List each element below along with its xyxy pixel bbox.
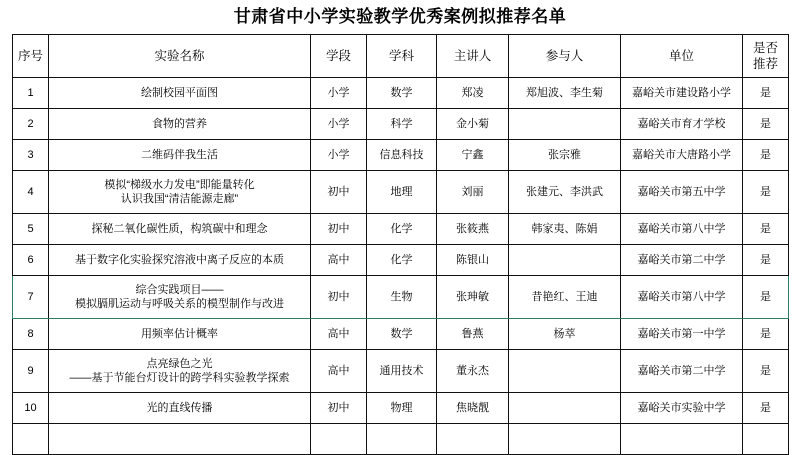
cell-seq: 5 <box>13 214 49 245</box>
cell-unit: 嘉峪关市第一中学 <box>621 319 743 350</box>
cell-speaker: 金小菊 <box>437 109 509 140</box>
table-row <box>13 393 789 424</box>
header-recommend <box>743 35 789 78</box>
cell-name-line2: 认识我国“清洁能源走廊” <box>120 193 239 206</box>
cell-name-line1: 绘制校园平面图 <box>141 86 218 99</box>
cell-recommend: 是 <box>743 319 789 350</box>
cell-unit: 嘉峪关市建设路小学 <box>621 78 743 109</box>
cell-unit <box>621 424 743 455</box>
cell-name <box>49 393 311 424</box>
cell-name <box>49 424 311 455</box>
cell-unit: 嘉峪关市大唐路小学 <box>621 140 743 171</box>
cell-stage: 小学 <box>311 78 367 109</box>
cell-recommend <box>743 424 789 455</box>
cell-recommend: 是 <box>743 245 789 276</box>
table-row <box>13 319 789 350</box>
cell-speaker: 焦晓靓 <box>437 393 509 424</box>
cell-participants <box>509 109 621 140</box>
table-row <box>13 424 789 455</box>
table-row <box>13 245 789 276</box>
cell-stage: 初中 <box>311 393 367 424</box>
cell-recommend: 是 <box>743 140 789 171</box>
cell-seq: 2 <box>13 109 49 140</box>
cell-recommend: 是 <box>743 109 789 140</box>
table-row <box>13 350 789 393</box>
cell-name <box>49 140 311 171</box>
cell-participants: 杨萃 <box>509 319 621 350</box>
cell-seq: 10 <box>13 393 49 424</box>
table-row <box>13 171 789 214</box>
header-recommend-line1: 是否 <box>752 40 778 55</box>
cell-unit: 嘉峪关市第五中学 <box>621 171 743 214</box>
cell-name-line1: 基于数字化实验探究溶液中离子反应的本质 <box>75 253 284 266</box>
table-row <box>13 276 789 319</box>
cell-seq: 9 <box>13 350 49 393</box>
cell-name-line1: 食物的营养 <box>152 117 207 130</box>
header-participants: 参与人 <box>509 35 621 78</box>
table-header <box>13 35 789 78</box>
cell-stage: 小学 <box>311 109 367 140</box>
cell-subject: 信息科技 <box>367 140 437 171</box>
cell-unit: 嘉峪关市第二中学 <box>621 350 743 393</box>
header-seq: 序号 <box>13 35 49 78</box>
cell-unit: 嘉峪关市第八中学 <box>621 214 743 245</box>
cell-unit: 嘉峪关市实验中学 <box>621 393 743 424</box>
cell-name <box>49 319 311 350</box>
cell-unit: 嘉峪关市第八中学 <box>621 276 743 319</box>
cell-name <box>49 214 311 245</box>
header-speaker: 主讲人 <box>437 35 509 78</box>
cell-name-line1: 探秘二氧化碳性质，构筑碳中和理念 <box>91 222 268 235</box>
cell-name <box>49 276 311 319</box>
header-subject: 学科 <box>367 35 437 78</box>
cell-name-line2: 模拟膈肌运动与呼吸关系的模型制作与改进 <box>75 298 284 311</box>
cell-stage: 高中 <box>311 245 367 276</box>
cell-name <box>49 78 311 109</box>
cell-stage: 小学 <box>311 140 367 171</box>
cell-stage: 初中 <box>311 276 367 319</box>
page-title: 甘肃省中小学实验教学优秀案例拟推荐名单 <box>233 7 567 26</box>
cell-speaker: 董永杰 <box>437 350 509 393</box>
cell-participants: 张建元、李洪武 <box>509 171 621 214</box>
cell-subject: 生物 <box>367 276 437 319</box>
table-body <box>13 78 789 455</box>
cell-stage: 高中 <box>311 319 367 350</box>
cell-stage: 初中 <box>311 214 367 245</box>
header-name: 实验名称 <box>49 35 311 78</box>
cell-subject: 数学 <box>367 78 437 109</box>
cell-name-line1: 模拟“梯级水力发电”即能量转化 <box>104 178 255 191</box>
header-unit: 单位 <box>621 35 743 78</box>
cell-name <box>49 245 311 276</box>
cell-seq <box>13 424 49 455</box>
cell-participants: 昔艳红、王迪 <box>509 276 621 319</box>
cell-seq: 7 <box>13 276 49 319</box>
cell-recommend: 是 <box>743 393 789 424</box>
cell-speaker <box>437 424 509 455</box>
cell-subject <box>367 424 437 455</box>
cell-seq: 1 <box>13 78 49 109</box>
table-row <box>13 140 789 171</box>
cell-subject: 数学 <box>367 319 437 350</box>
header-stage: 学段 <box>311 35 367 78</box>
cell-participants: 郑旭波、李生菊 <box>509 78 621 109</box>
cell-participants: 张宗雅 <box>509 140 621 171</box>
recommendation-table <box>12 34 789 455</box>
cell-unit: 嘉峪关市育才学校 <box>621 109 743 140</box>
cell-seq: 6 <box>13 245 49 276</box>
cell-speaker: 宁鑫 <box>437 140 509 171</box>
cell-recommend: 是 <box>743 350 789 393</box>
cell-recommend: 是 <box>743 171 789 214</box>
table-row <box>13 78 789 109</box>
cell-name-line1: 二维码伴我生活 <box>141 148 218 161</box>
cell-participants <box>509 393 621 424</box>
cell-stage: 高中 <box>311 350 367 393</box>
cell-seq: 4 <box>13 171 49 214</box>
cell-participants <box>509 245 621 276</box>
table-header-row <box>13 35 789 78</box>
cell-name-line1: 光的直线传播 <box>146 401 213 414</box>
cell-recommend: 是 <box>743 78 789 109</box>
cell-subject: 化学 <box>367 245 437 276</box>
cell-seq: 3 <box>13 140 49 171</box>
cell-stage: 初中 <box>311 171 367 214</box>
cell-name-line1: 点亮绿色之光 <box>146 357 213 370</box>
cell-participants <box>509 424 621 455</box>
cell-participants <box>509 350 621 393</box>
cell-speaker: 陈银山 <box>437 245 509 276</box>
cell-speaker: 张筱燕 <box>437 214 509 245</box>
table-row <box>13 214 789 245</box>
cell-subject: 化学 <box>367 214 437 245</box>
cell-participants: 韩家夷、陈娟 <box>509 214 621 245</box>
cell-speaker: 鲁燕 <box>437 319 509 350</box>
cell-stage <box>311 424 367 455</box>
cell-name-line2: ——基于节能台灯设计的跨学科实验教学探索 <box>69 372 290 385</box>
cell-name <box>49 350 311 393</box>
cell-subject: 物理 <box>367 393 437 424</box>
cell-subject: 科学 <box>367 109 437 140</box>
cell-recommend: 是 <box>743 214 789 245</box>
table-row <box>13 109 789 140</box>
cell-name-line1: 用频率估计概率 <box>141 327 218 340</box>
cell-recommend: 是 <box>743 276 789 319</box>
cell-speaker: 郑凌 <box>437 78 509 109</box>
cell-seq: 8 <box>13 319 49 350</box>
cell-speaker: 张珅敏 <box>437 276 509 319</box>
cell-speaker: 刘丽 <box>437 171 509 214</box>
cell-name-line1: 综合实践项目—— <box>135 283 224 296</box>
cell-unit: 嘉峪关市第二中学 <box>621 245 743 276</box>
header-recommend-line2: 推荐 <box>752 57 778 72</box>
cell-name <box>49 109 311 140</box>
cell-name <box>49 171 311 214</box>
cell-subject: 通用技术 <box>367 350 437 393</box>
cell-subject: 地理 <box>367 171 437 214</box>
